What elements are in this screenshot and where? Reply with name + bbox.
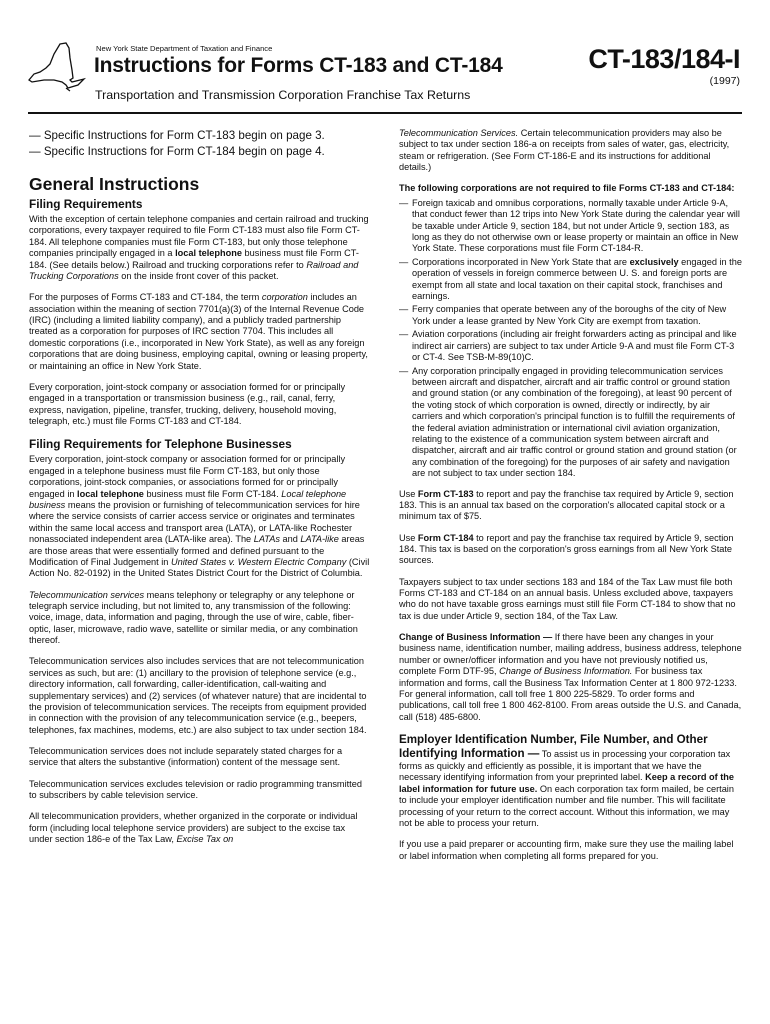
taxpayers-file-both-paragraph: Taxpayers subject to tax under sections 183 and 184 of the Tax Law must file both Forms CT-183 and CT-184 on an annual basis. Unless excluded above, taxpayers who do not have taxable gross earnings must still file Form CT-184 to show that no tax is due under Article 9, section 184, of the Tax Law. <box>399 576 736 621</box>
filing-requirements-heading: Filing Requirements <box>29 197 143 211</box>
header-divider <box>28 112 742 114</box>
form-number: CT-183/184-I <box>588 44 740 74</box>
telecommunication-services-excludes: Telecommunication services excludes television or radio programming transmitted to subscribers by cable television service. <box>29 778 362 801</box>
telecommunication-services-not-include: Telecommunication services does not include separately stated charges for a service that alters the substantive (information) content of the message sent. <box>29 746 343 768</box>
change-of-business-paragraph: Change of Business Information — If there have been any changes in your business name, identification number, mailing address, business address, telephone number or owner/officer information and you have not previously notified us, complete Form DTF-95, Change of Business Information. For business tax information and forms, call the Business Tax Information Center at 1 800 972-1233. For general information, call toll free 1 800 225-5829. To order forms and publications, call toll free 1 800 462-8100. From areas outside the U.S. and Canada, call (518) 485-6800. <box>399 632 742 722</box>
document-title: Instructions for Forms CT-183 and CT-184 <box>94 54 503 77</box>
new-york-state-map-icon <box>26 42 86 94</box>
telecommunication-services-definition: Telecommunication services means telephony or telegraphy or any telephone or telegraph service including, but not limited to, any transmission of the following: voice, image, data, information and paging, through the use of wire, cable, fiber-optic, laser, microwave, radio wave, satellite or similar media, or any combination thereof. <box>29 589 358 646</box>
list-item: — Corporations incorporated in New York State that are exclusively engaged in the operation of vessels in foreign commerce between U. S. and foreign ports are exempt from all state and local taxation on their capital stock, franchises and earnings. <box>399 256 742 302</box>
list-item: — Any corporation principally engaged in providing telecommunication services between aircraft and dispatcher, aircraft and air traffic control or ground station and ground station (or any combination of the foregoing), at least 90 percent of the voting stock of which corporation is owned, directly or indirectly, by air carriers and which corporation's principal function is to fulfill the requirements of the federal aviation administration or international civil aviation organization, relating to the existence of a communication system between aircraft and dispatcher, aircraft and air traffic control or ground station and ground station (or any combination of the foregoing) for the purposes of air safety and navigation are not subject to tax under section 184. <box>399 365 737 479</box>
left-column <box>29 128 371 855</box>
department-name: New York State Department of Taxation and Finance <box>96 44 273 53</box>
form-ct184-usage: Use Form CT-184 to report and pay the franchise tax required by Article 9, section 184. This tax is based on the corporation's gross earnings from all New York State sources. <box>399 532 734 566</box>
list-item: — Ferry companies that operate between any of the boroughs of the city of New York under a lease granted by New York City are exempt from taxation. <box>399 304 727 326</box>
list-item: — Aviation corporations (including air freight forwarders acting as principal and like indirect air carriers) are subject to tax under Article 9-A and must file Form CT-3 or CT-4. See TSB-M-89(10)C. <box>399 329 737 363</box>
corporation-definition-paragraph: For the purposes of Forms CT-183 and CT-184, the term corporation includes an association within the meaning of section 7701(a)(3) of the Internal Revenue Code (IRC) (including a limited liability company), and a publicly traded partnership treated as a corporation for purposes of IRC section 7704. This includes all domestic corporations (i.e., incorporated in New York State), as well as any foreign corporations that are doing business, employing capital, owning or leasing property, or maintaining an office in New York State. <box>29 292 368 371</box>
transportation-business-paragraph: Every corporation, joint-stock company or association formed for or principally engaged in a transportation or transmission business (e.g., rail, canal, ferry, express, navigation, pipeline, transfer, trucking, delivery, household moving, telegraph, etc.) must file Forms CT-183 and CT-184. <box>29 381 346 427</box>
paid-preparer-paragraph: If you use a paid preparer or accounting firm, make sure they use the mailing label or label information when completing all forms prepared for you. <box>399 839 734 861</box>
specific-instructions-ct184: — Specific Instructions for Form CT-184 begin on page 4. <box>29 145 325 158</box>
telecommunication-services-includes: Telecommunication services also includes services that are not telecommunication services as such, but are: (1) ancillary to the provision of telephone service (e.g., directory information, call forwarding, caller-identification, call-waiting and supplementary services) and (2) services (of whatever nature) that are incidental to the provision of telecommunication services. The receipts from equipment provided in connection with the provision of any telecommunication service (e.g., beepers, telephones, fax machines, modems, etc.) are also subject to tax under section 184. <box>29 656 367 735</box>
filing-requirements-paragraph: With the exception of certain telephone companies and certain railroad and trucking corporations, every taxpayer required to file Form CT-183 must also file Form CT-184. All telephone companies must file Form CT-183, but only those telephone companies principally engaged in a local telephone business must file Form CT-184. (See details below.) Railroad and trucking corporations refer to Railroad and Trucking Corporations on the inside front cover of this packet. <box>29 214 369 282</box>
form-ct183-usage: Use Form CT-183 to report and pay the franchise tax required by Article 9, section 183. This is an annual tax based on the corporation's allocated capital stock or a minimum tax of $75. <box>399 488 734 522</box>
excise-tax-paragraph: All telecommunication providers, whether organized in the corporate or individual form (including local telephone service providers) are subject to the excise tax under section 186-e of the Tax Law, Excise Tax on <box>29 811 358 845</box>
not-required-heading: The following corporations are not required to file Forms CT-183 and CT-184: <box>399 183 735 194</box>
specific-instructions-ct183: — Specific Instructions for Form CT-183 begin on page 3. <box>29 129 325 142</box>
form-year: (1997) <box>709 75 740 87</box>
document-subtitle: Transportation and Transmission Corporation Franchise Tax Returns <box>95 88 471 102</box>
right-column: Telecommunication Services. Certain telecommunication providers may also be subject to tax under section 186-a on receipts from sales of water, gas, electricity, steam or refrigeration. (See Form CT-186-E and its instructions for additional details.) The following corporations are not required to file Forms CT-183 and CT-184: — Foreign taxicab and omnibus corporations, normally taxable under Article 9-A, that conduct fewer than 12 trips into New York State during the calendar year will be taxable under Article 9, section 184, but not under Article 9, section 183, as long as they do not otherwise own or lease property or maintain an office in New York State. These corporations must file Form CT-184-R. — Corporations incorporated in New York State that are exclusively engaged in the operation of vessels in foreign commerce between U. S. and foreign ports are exempt from all state and local taxation on their capital stock, franchises and earnings. — Ferry companies that operate between any of the boroughs of the city of New York under a lease granted by New York City are exempt from taxation. — Aviation corporations (including air freight forwarders acting as principal and like indirect air carriers) are subject to tax under Article 9-A and must file Form CT-3 or CT-4. See TSB-M-89(10)C. — Any corporation principally engaged in providing telecommunication services between aircraft and dispatcher, aircraft and air traffic control or ground station and ground station (or any combination of the foregoing), at least 90 percent of the voting stock of which corporation is owned, directly or indirectly, by air carriers and which corporation's principal function is to fulfill the requirements of the federal aviation administration or international civil aviation organization, relating to the existence of a communication system between aircraft and dispatcher, aircraft and air traffic control or ground station and ground station (or any combination of the foregoing) for the purposes of air safety and navigation are not subject to tax under section 184. Use Form CT-183 to report and pay the franchise tax required by Article 9, section 183. This is an annual tax based on the corporation's allocated capital stock or a minimum tax of $75. Use Form CT-184 to report and pay the franchise tax required by Article 9, section 184. This tax is based on the corporation's gross earnings from all New York State sources. Taxpayers subject to tax under sections 183 and 184 of the Tax Law must file both Forms CT-183 and CT-184 on an annual basis. Unless excluded above, taxpayers who do not have taxable gross earnings must still file Form CT-184 to show that no tax is due under Article 9, section 184, of the Tax Law. Change of Business Information — If there have been any changes in your business name, identification number, mailing address, business address, telephone number or owner/officer information and you have not previously notified us, complete Form DTF-95, Change of Business Information. For business tax information and forms, call the Business Tax Information Center at 1 800 972-1233. For general information, call toll free 1 800 225-5829. To order forms and publications, call toll free 1 800 462-8100. From areas outside the U.S. and Canada, call (518) 485-6800. Employer Identification Number, File Number, and Other Identifying Information — To assist us in processing your corporation tax forms as quickly and efficiently as possible, it is important that we have the necessary identifying information from your preprinted label. Keep a record of the label information for future use. On each corporation tax form mailed, be certain to include your employer identification number and file number. This will facilitate processing of your return to the correct account. Without this information, we may not be able to process your return. If you use a paid preparer or accounting firm, make sure they use the mailing label or label information when completing all forms prepared for you. <box>399 128 742 861</box>
document-header <box>0 0 770 112</box>
telephone-businesses-heading: Filing Requirements for Telephone Businesses <box>29 437 292 452</box>
excise-tax-continued: Telecommunication Services. Certain telecommunication providers may also be subject to tax under section 186-a on receipts from sales of water, gas, electricity, steam or refrigeration. (See Form CT-186-E and its instructions for additional details.) <box>399 128 730 173</box>
list-item: — Foreign taxicab and omnibus corporations, normally taxable under Article 9-A, that conduct fewer than 12 trips into New York State during the calendar year will be taxable under Article 9, section 184, but not under Article 9, section 183, as long as they do not otherwise own or lease property or maintain an office in New York State. These corporations must file Form CT-184-R. <box>399 197 740 254</box>
telephone-business-paragraph: Every corporation, joint-stock company or association formed for or principally engaged in a telephone business must file Form CT-183, but only those corporations, joint-stock companies, or associations formed for or principally engaged in local telephone business must file Form CT-184. Local telephone business means the provision or furnishing of telecommunication services for hire where the service consists of carrier access service or originates and terminates within the same local access and transport area (LATA), or LATA-like Rochester nonassociated independent area (LATA-like area). The LATAs and LATA-like areas are those areas that were essentially formed and defined pursuant to the Modification of Final Judgement in United States v. Western Electric Company (Civil Action No. 82-0192) in the United States District Court for the District of Columbia. <box>29 454 370 579</box>
general-instructions-heading: General Instructions <box>29 174 200 194</box>
